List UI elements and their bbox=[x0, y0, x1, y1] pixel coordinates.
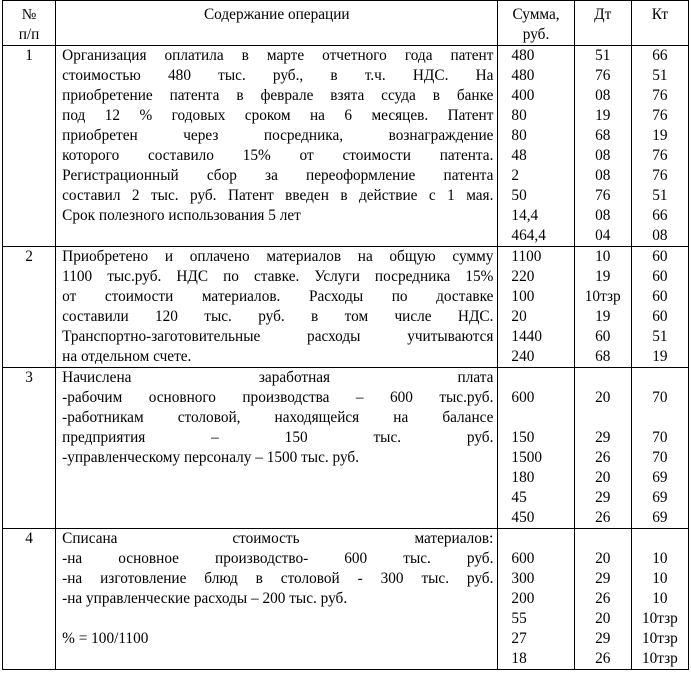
debit-account: 08 bbox=[595, 87, 611, 104]
credit-account: 19 bbox=[652, 127, 668, 144]
credit-account: 60 bbox=[652, 248, 668, 265]
credit-account bbox=[632, 408, 688, 428]
amount-value-cell bbox=[498, 46, 574, 247]
amount-value: 200 bbox=[511, 590, 535, 607]
table-row bbox=[3, 46, 689, 247]
credit-account: 76 bbox=[652, 107, 668, 124]
header-sum-line1: Сумма, bbox=[512, 6, 560, 23]
amount-value: 80 bbox=[511, 127, 527, 144]
description-line: предприятия – 150 тыс. руб. bbox=[62, 429, 494, 446]
table-row bbox=[3, 368, 689, 529]
header-dt: Дт bbox=[574, 1, 631, 46]
amount-value: 1500 bbox=[511, 449, 543, 466]
debit-account: 76 bbox=[595, 187, 611, 204]
credit-account: 70 bbox=[652, 449, 668, 466]
amount-value: 18 bbox=[511, 650, 527, 667]
operation-description bbox=[56, 368, 498, 529]
credit-account: 10тзр bbox=[641, 630, 678, 647]
debit-account bbox=[575, 408, 631, 428]
amount-value: 400 bbox=[511, 87, 535, 104]
description-line: Приобретено и оплачено материалов на общую сумму bbox=[62, 248, 494, 265]
amount-value: 240 bbox=[511, 348, 535, 365]
amount-value: 20 bbox=[511, 308, 527, 325]
table-header-row bbox=[3, 1, 689, 46]
amount-value bbox=[498, 368, 573, 388]
row-number: 1 bbox=[3, 46, 56, 247]
description-line: % = 100/1100 bbox=[62, 630, 149, 647]
description-line: приобретен через посредника, вознаграждение bbox=[62, 127, 494, 144]
description-line bbox=[62, 488, 493, 508]
debit-account-cell bbox=[574, 46, 631, 247]
debit-account: 20 bbox=[595, 550, 611, 567]
row-number: 4 bbox=[3, 529, 56, 670]
debit-account: 04 bbox=[595, 227, 611, 244]
credit-account bbox=[632, 368, 688, 388]
debit-account bbox=[575, 529, 631, 549]
credit-account: 60 bbox=[652, 308, 668, 325]
description-line: -управленческому персоналу – 1500 тыс. руб. bbox=[62, 449, 360, 466]
amount-value-cell bbox=[498, 368, 574, 529]
amount-value: 150 bbox=[511, 429, 535, 446]
row-number: 3 bbox=[3, 368, 56, 529]
description-line: составили 120 тыс. руб. в том числе НДС. bbox=[62, 308, 494, 325]
header-content: Содержание операции bbox=[56, 1, 498, 46]
debit-account: 19 bbox=[595, 107, 611, 124]
description-line bbox=[62, 226, 493, 246]
credit-account: 51 bbox=[652, 67, 668, 84]
amount-value bbox=[498, 529, 573, 549]
credit-account: 70 bbox=[652, 389, 668, 406]
description-line: стоимостью 480 тыс. руб., в т.ч. НДС. На bbox=[62, 67, 494, 84]
operation-description bbox=[56, 529, 498, 670]
credit-account: 51 bbox=[652, 187, 668, 204]
credit-account: 10тзр bbox=[641, 610, 678, 627]
amount-value: 180 bbox=[511, 469, 535, 486]
credit-account: 10тзр bbox=[641, 650, 678, 667]
header-num-line1: № bbox=[21, 6, 37, 23]
amount-value: 55 bbox=[511, 610, 527, 627]
operations-table bbox=[2, 0, 689, 670]
amount-value: 48 bbox=[511, 147, 527, 164]
amount-value: 2 bbox=[511, 167, 520, 184]
description-line: под 12 % годовых сроком на 6 месяцев. Патент bbox=[62, 107, 494, 124]
amount-value: 480 bbox=[511, 67, 535, 84]
debit-account-cell bbox=[574, 247, 631, 368]
amount-value: 1440 bbox=[511, 328, 543, 345]
amount-value: 300 bbox=[511, 570, 535, 587]
description-line: Регистрационный сбор за переоформление патента bbox=[62, 167, 494, 184]
amount-value: 100 bbox=[511, 288, 535, 305]
debit-account bbox=[575, 368, 631, 388]
credit-account: 76 bbox=[652, 87, 668, 104]
description-line: 1100 тыс.руб. НДС по ставке. Услуги посредника 15% bbox=[62, 268, 494, 285]
credit-account-cell bbox=[631, 368, 688, 529]
debit-account: 51 bbox=[595, 47, 611, 64]
credit-account: 10 bbox=[652, 550, 668, 567]
table-row bbox=[3, 247, 689, 368]
description-line: -на управленческие расходы – 200 тыс. руб. bbox=[62, 590, 348, 607]
credit-account: 10 bbox=[652, 590, 668, 607]
description-line: Транспортно-заготовительные расходы учитываются bbox=[62, 328, 494, 345]
amount-value: 80 bbox=[511, 107, 527, 124]
header-num bbox=[3, 1, 56, 46]
debit-account: 20 bbox=[595, 389, 611, 406]
credit-account: 66 bbox=[652, 207, 668, 224]
row-number: 2 bbox=[3, 247, 56, 368]
description-line bbox=[62, 468, 493, 488]
header-kt: Кт bbox=[631, 1, 688, 46]
debit-account: 29 bbox=[595, 630, 611, 647]
amount-value: 480 bbox=[511, 47, 535, 64]
description-line bbox=[62, 649, 493, 669]
debit-account: 68 bbox=[595, 127, 611, 144]
debit-account: 08 bbox=[595, 147, 611, 164]
credit-account: 60 bbox=[652, 288, 668, 305]
description-line: приобретение патента в феврале взята ссуда в банке bbox=[62, 87, 494, 104]
description-line: Начислена заработная плата bbox=[62, 369, 494, 386]
debit-account: 08 bbox=[595, 207, 611, 224]
operation-description bbox=[56, 247, 498, 368]
debit-account: 68 bbox=[595, 348, 611, 365]
debit-account-cell bbox=[574, 368, 631, 529]
amount-value: 1100 bbox=[511, 248, 542, 265]
amount-value-cell bbox=[498, 247, 574, 368]
amount-value: 600 bbox=[511, 550, 535, 567]
debit-account: 20 bbox=[595, 610, 611, 627]
debit-account: 19 bbox=[595, 268, 611, 285]
credit-account: 51 bbox=[652, 328, 668, 345]
amount-value: 600 bbox=[511, 389, 535, 406]
credit-account: 69 bbox=[652, 469, 668, 486]
description-line: -рабочим основного производства – 600 тыс.руб. bbox=[62, 389, 494, 406]
debit-account: 29 bbox=[595, 570, 611, 587]
description-line: Организация оплатила в марте отчетного года патент bbox=[62, 47, 494, 64]
description-line bbox=[62, 508, 493, 528]
amount-value: 50 bbox=[511, 187, 527, 204]
credit-account: 08 bbox=[652, 227, 668, 244]
header-num-line2: п/п bbox=[18, 26, 40, 43]
description-line: Списана стоимость материалов: bbox=[62, 530, 494, 547]
credit-account: 76 bbox=[652, 167, 668, 184]
description-line: -на изготовление блюд в столовой - 300 тыс. руб. bbox=[62, 570, 494, 587]
debit-account: 19 bbox=[595, 308, 611, 325]
credit-account: 66 bbox=[652, 47, 668, 64]
description-line: на отдельном счете. bbox=[62, 348, 192, 365]
credit-account: 76 bbox=[652, 147, 668, 164]
debit-account: 26 bbox=[595, 509, 611, 526]
credit-account: 60 bbox=[652, 268, 668, 285]
amount-value: 464,4 bbox=[511, 227, 546, 244]
description-line: -на основное производство- 600 тыс. руб. bbox=[62, 550, 494, 567]
debit-account: 10 bbox=[595, 248, 611, 265]
debit-account: 26 bbox=[595, 590, 611, 607]
credit-account: 69 bbox=[652, 489, 668, 506]
amount-value: 220 bbox=[511, 268, 535, 285]
header-sum bbox=[498, 1, 574, 46]
credit-account-cell bbox=[631, 46, 688, 247]
description-line: составил 2 тыс. руб. Патент введен в действие с 1 мая. bbox=[62, 187, 494, 204]
debit-account: 08 bbox=[595, 167, 611, 184]
debit-account: 60 bbox=[595, 328, 611, 345]
debit-account: 29 bbox=[595, 489, 611, 506]
debit-account: 26 bbox=[595, 650, 611, 667]
description-line: Срок полезного использования 5 лет bbox=[62, 207, 301, 224]
credit-account: 19 bbox=[652, 348, 668, 365]
debit-account-cell bbox=[574, 529, 631, 670]
credit-account: 10 bbox=[652, 570, 668, 587]
credit-account-cell bbox=[631, 247, 688, 368]
amount-value-cell bbox=[498, 529, 574, 670]
amount-value: 14,4 bbox=[511, 207, 539, 224]
amount-value: 27 bbox=[511, 630, 527, 647]
credit-account: 70 bbox=[652, 429, 668, 446]
table-row bbox=[3, 529, 689, 670]
amount-value bbox=[498, 408, 573, 428]
description-line bbox=[62, 609, 493, 629]
description-line: от стоимости материалов. Расходы по доставке bbox=[62, 288, 494, 305]
debit-account: 26 bbox=[595, 449, 611, 466]
credit-account bbox=[632, 529, 688, 549]
header-sum-line2: руб. bbox=[522, 26, 550, 43]
debit-account: 76 bbox=[595, 67, 611, 84]
description-line: которого составило 15% от стоимости патента. bbox=[62, 147, 494, 164]
debit-account: 20 bbox=[595, 469, 611, 486]
debit-account: 29 bbox=[595, 429, 611, 446]
amount-value: 45 bbox=[511, 489, 527, 506]
amount-value: 450 bbox=[511, 509, 535, 526]
credit-account: 69 bbox=[652, 509, 668, 526]
description-line: -работникам столовой, находящейся на балансе bbox=[62, 409, 494, 426]
debit-account: 10тзр bbox=[584, 288, 621, 305]
operation-description bbox=[56, 46, 498, 247]
credit-account-cell bbox=[631, 529, 688, 670]
